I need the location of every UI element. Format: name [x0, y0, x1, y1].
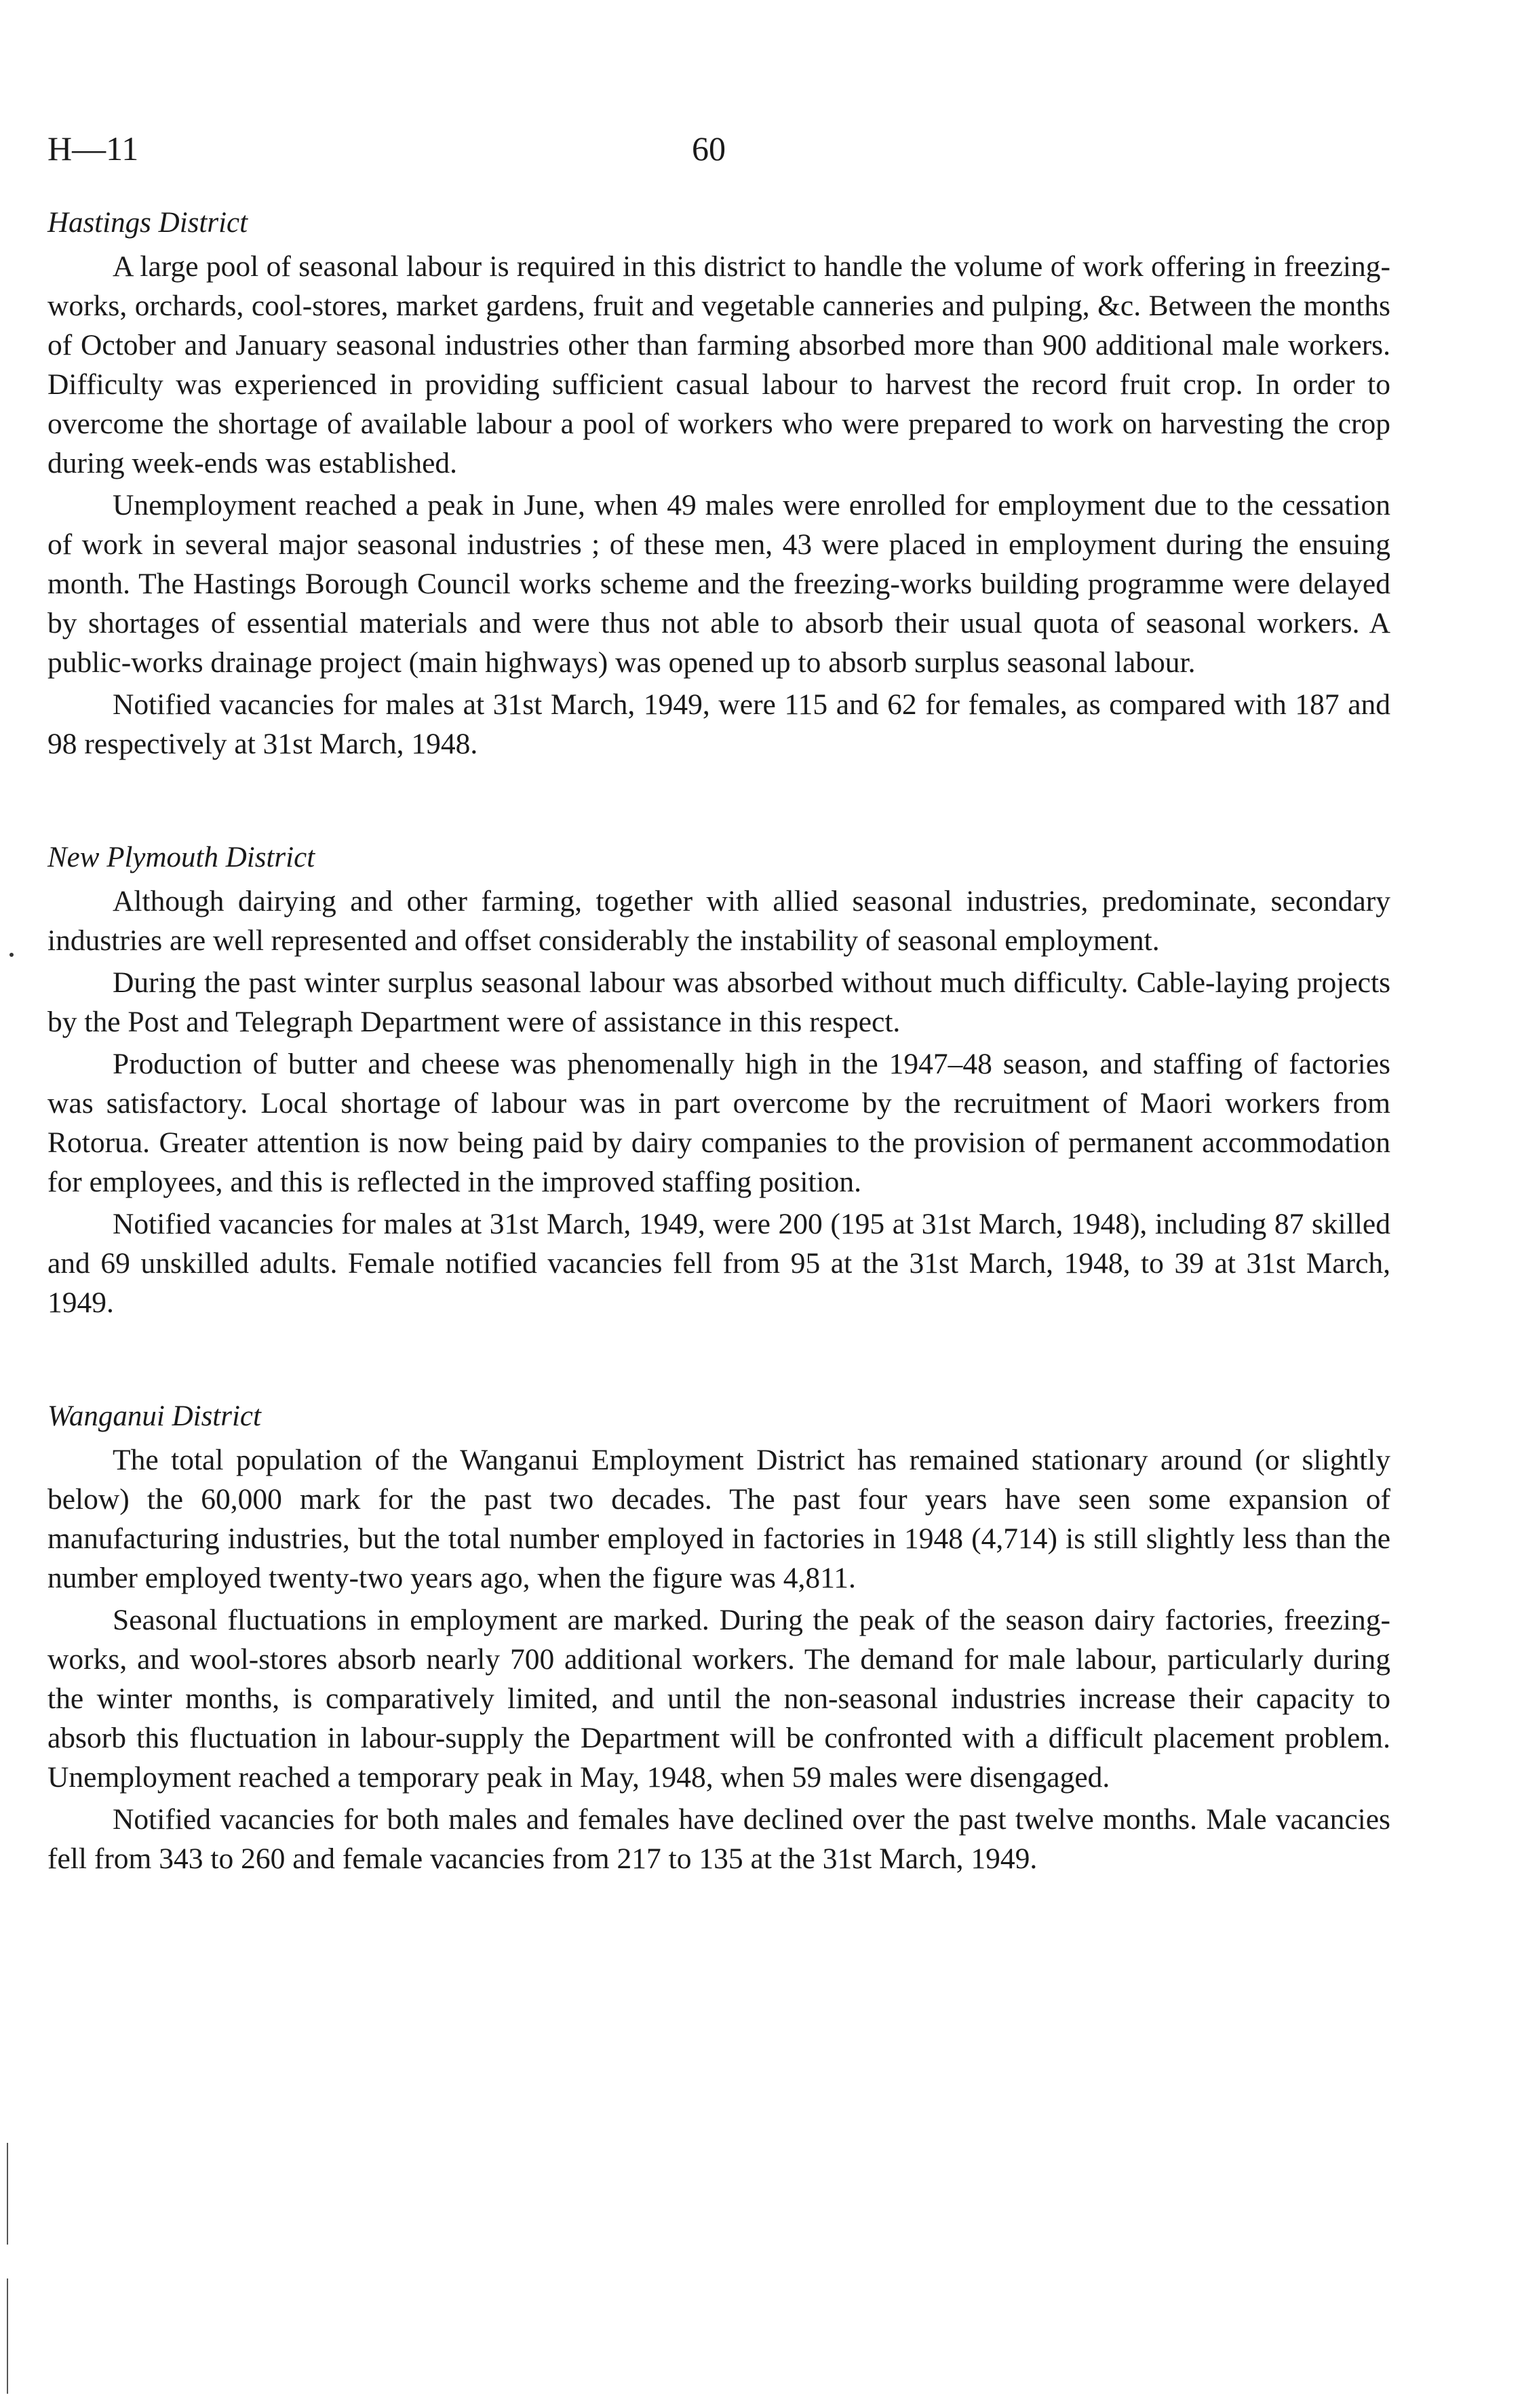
paragraph: Notified vacancies for males at 31st March, 1949, were 200 (195 at 31st March, 1948), including 87 skilled and 69 unskilled adults. Female notified vacancies fell from 95 at the 31st March, 1948, to 39 at 31st March, 1949.: [47, 1208, 1390, 1319]
margin-rule: [7, 2143, 8, 2245]
paragraph: Seasonal fluctuations in employment are marked. During the peak of the season dairy factories, freezing-works, and wool-stores absorb nearly 700 additional workers. The demand for male labour, particularly during the winter months, is comparatively limited, and until the non-seasonal industries increase their capacity to absorb this fluctuation in labour-supply the Department will be confronted with a difficult placement problem. Unemployment reached a temporary peak in May, 1948, when 59 males were disengaged.: [47, 1604, 1390, 1794]
section-wanganui-district: [47, 1397, 1390, 1878]
page-header: [47, 129, 1390, 176]
page-body: [47, 203, 1390, 1881]
section-hastings-district: [47, 203, 1390, 764]
paragraph: Unemployment reached a peak in June, when 49 males were enrolled for employment due to the cessation of work in several major seasonal industries ; of these men, 43 were placed in employment during the ensuing month. The Hastings Borough Council works scheme and the freezing-works building programme were delayed by shortages of essential materials and were thus not able to absorb their usual quota of seasonal workers. A public-works drainage project (main highways) was opened up to absorb surplus seasonal labour.: [47, 489, 1390, 679]
paragraph: Notified vacancies for both males and females have declined over the past twelve months. Male vacancies fell from 343 to 260 and female vacancies from 217 to 135 at the 31st March, 1949.: [47, 1803, 1390, 1875]
document-reference: H—11: [47, 130, 139, 167]
margin-mark: [9, 953, 14, 957]
paragraph: The total population of the Wanganui Employment District has remained stationary around (or slightly below) the 60,000 mark for the past two decades. The past four years have seen some expansion of manufacturing industries, but the total number employed in factories in 1948 (4,714) is still slightly less than the number employed twenty-two years ago, when the figure was 4,811.: [47, 1444, 1390, 1594]
section-heading: Hastings District: [47, 207, 248, 239]
paragraph: Notified vacancies for males at 31st March, 1949, were 115 and 62 for females, as compared with 187 and 98 respectively at 31st March, 1948.: [47, 688, 1390, 760]
page-number: 60: [692, 130, 726, 167]
section-new-plymouth-district: [47, 838, 1390, 1322]
paragraph: Production of butter and cheese was phenomenally high in the 1947–48 season, and staffing of factories was satisfactory. Local shortage of labour was in part overcome by the recruitment of Maori workers from Rotorua. Greater attention is now being paid by dairy companies to the provision of permanent accommodation for employees, and this is reflected in the improved staffing position.: [47, 1048, 1390, 1198]
section-heading: New Plymouth District: [47, 842, 315, 873]
paragraph: Although dairying and other farming, together with allied seasonal industries, predominate, secondary industries are well represented and offset considerably the instability of seasonal employment.: [47, 885, 1390, 957]
margin-rule: [7, 2278, 8, 2394]
section-heading: Wanganui District: [47, 1400, 261, 1432]
paragraph: During the past winter surplus seasonal labour was absorbed without much difficulty. Cable-laying projects by the Post and Telegraph Department were of assistance in this respect.: [47, 966, 1390, 1038]
paragraph: A large pool of seasonal labour is required in this district to handle the volume of work offering in freezing-works, orchards, cool-stores, market gardens, fruit and vegetable canneries and pulping, &c. Between the months of October and January seasonal industries other than farming absorbed more than 900 additional male workers. Difficulty was experienced in providing sufficient casual labour to harvest the record fruit crop. In order to overcome the shortage of available labour a pool of workers who were prepared to work on harvesting the crop during week-ends was established.: [47, 250, 1390, 479]
